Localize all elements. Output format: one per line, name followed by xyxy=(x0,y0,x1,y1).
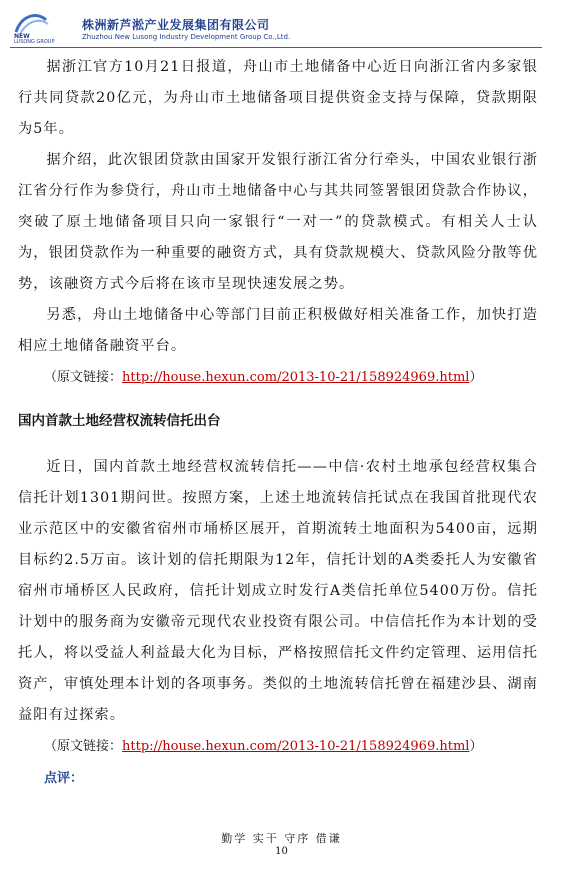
article1-source-link[interactable]: http://house.hexun.com/2013-10-21/158924969.html xyxy=(122,370,470,385)
company-logo xyxy=(12,10,74,44)
company-name-cn: 株洲新芦淞产业发展集团有限公司 xyxy=(82,18,270,32)
link-suffix: ） xyxy=(469,739,483,754)
article2-source-line xyxy=(18,731,538,763)
article1-paragraph-1: 据浙江官方10月21日报道，舟山市土地储备中心近日向浙江省内多家银行共同贷款20亿元，为舟山市土地储备项目提供资金支持与保障，贷款期限为5年。 xyxy=(18,59,538,137)
footer-motto: 勤学 实干 守序 借谦 xyxy=(221,832,342,845)
page-number: 10 xyxy=(275,846,288,857)
commentary-label: 点评： xyxy=(44,771,84,786)
link-prefix: （原文链接： xyxy=(44,739,123,754)
page-footer xyxy=(0,830,563,857)
article2-source-link[interactable]: http://house.hexun.com/2013-10-21/158924969.html xyxy=(122,739,470,754)
article1-paragraph-3: 另悉，舟山土地储备中心等部门目前正积极做好相关准备工作，加快打造相应土地储备融资平台。 xyxy=(18,307,538,354)
page-header xyxy=(10,8,540,48)
header-divider xyxy=(10,47,542,48)
svg-text:NEW: NEW xyxy=(14,33,30,40)
link-suffix: ） xyxy=(469,370,483,385)
svg-text:LUSONG GROUP: LUSONG GROUP xyxy=(14,39,55,44)
article1-paragraph-2: 据介绍，此次银团贷款由国家开发银行浙江省分行牵头，中国农业银行浙江省分行作为参贷行，舟山市土地储备中心与其共同签署银团贷款合作协议，突破了原土地储备项目只向一家银行“一对一”的贷款模式。有相关人士认为，银团贷款作为一种重要的融资方式，具有贷款规模大、贷款风险分散等优势，该融资方式今后将在该市呈现快速发展之势。 xyxy=(18,152,538,292)
link-prefix: （原文链接： xyxy=(44,370,123,385)
article2-title: 国内首款土地经营权流转信托出台 xyxy=(18,413,221,429)
company-name-en: Zhuzhou New Lusong Industry Development Group Co.,Ltd. xyxy=(82,33,291,41)
article1-source-line xyxy=(18,362,538,394)
document-body xyxy=(18,52,538,786)
article2-paragraph-1: 近日，国内首款土地经营权流转信托——中信·农村土地承包经营权集合信托计划1301期问世。按照方案，上述土地流转信托试点在我国首批现代农业示范区中的安徽省宿州市埇桥区展开，首期流转土地面积为5400亩，远期目标约2.5万亩。该计划的信托期限为12年，信托计划的A类委托人为安徽省宿州市埇桥区人民政府，信托计划成立时发行A类信托单位5400万份。信托计划中的服务商为安徽帝元现代农业投资有限公司。中信信托作为本计划的受托人，将以受益人利益最大化为目标，严格按照信托文件约定管理、运用信托资产，审慎处理本计划的各项事务。类似的土地流转信托曾在福建沙县、湖南益阳有过探索。 xyxy=(18,459,538,723)
